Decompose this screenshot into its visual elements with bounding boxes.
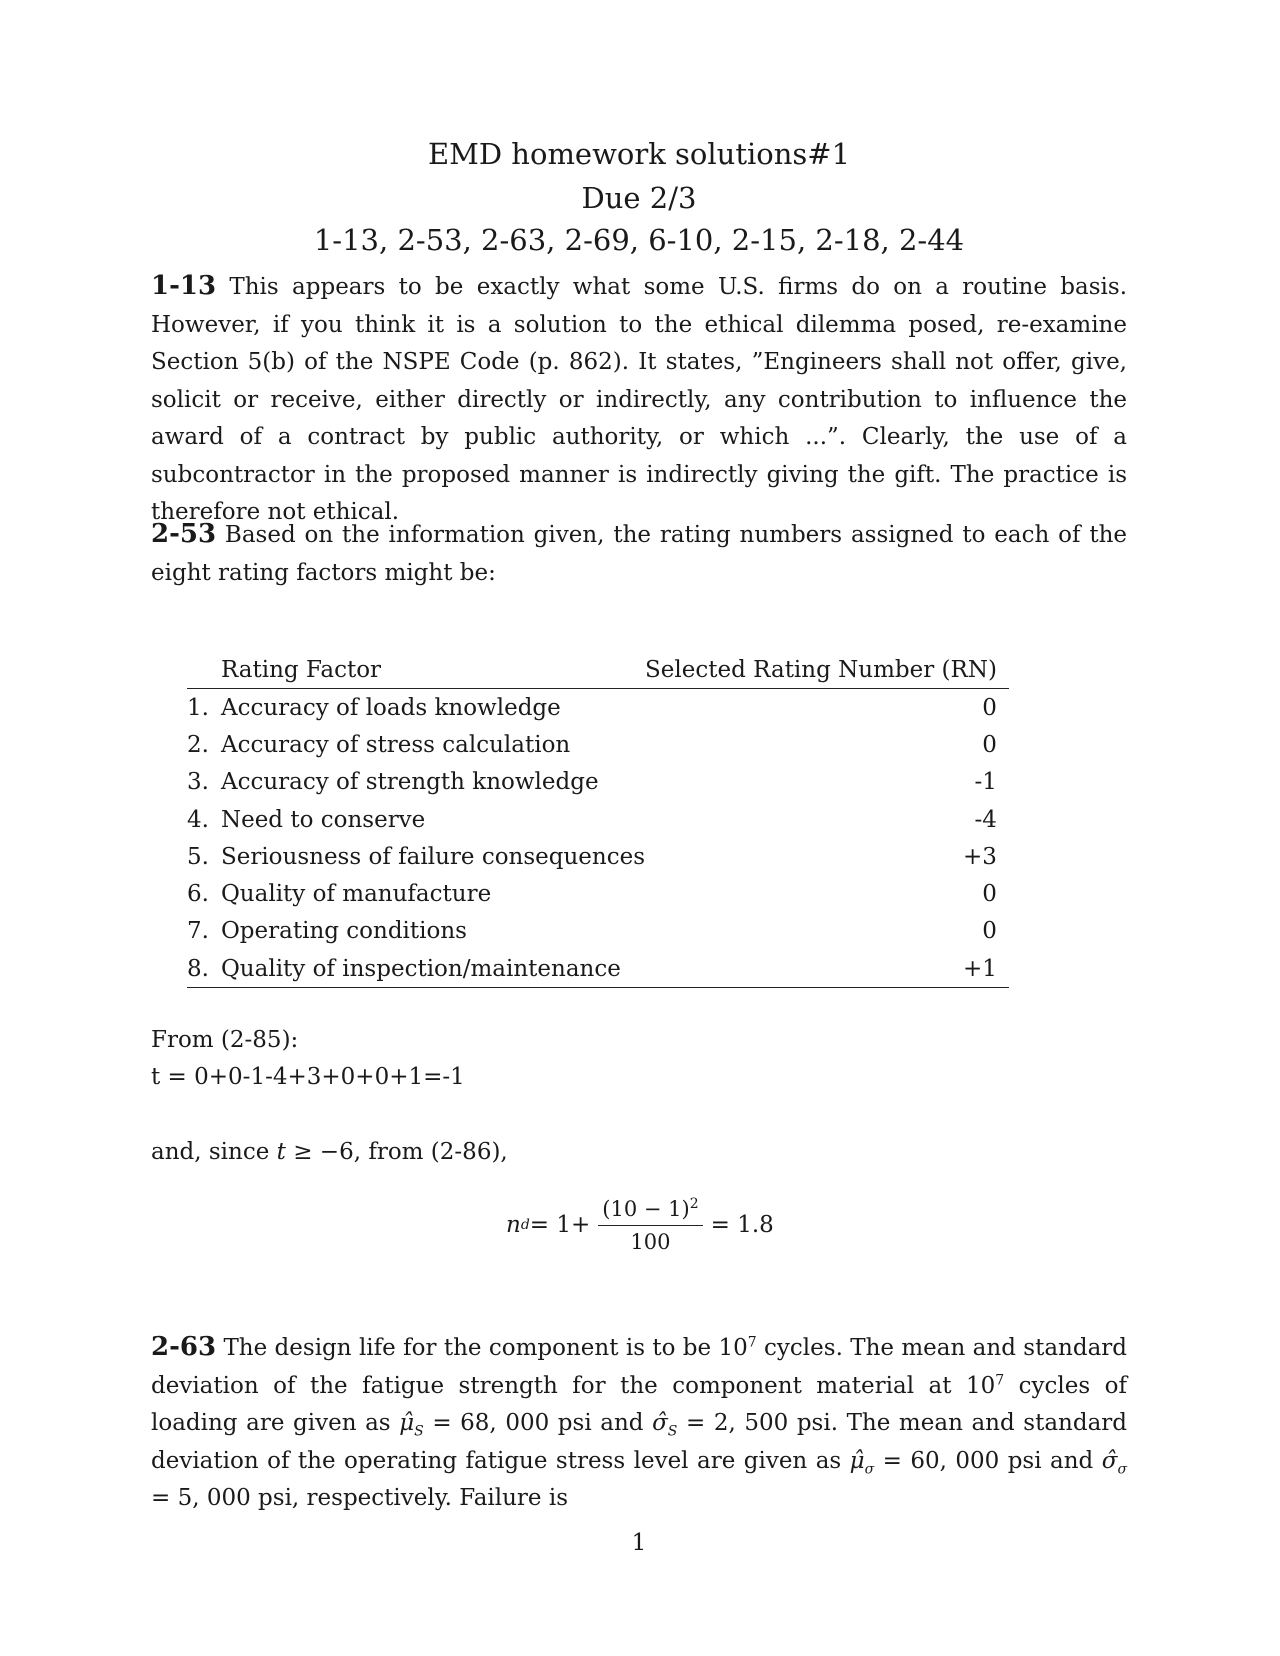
table-row <box>187 875 1009 912</box>
row-number: 6. <box>187 881 209 908</box>
row-number: 4. <box>187 806 209 833</box>
row-factor: Quality of inspection/maintenance <box>221 950 645 988</box>
row-number: 7. <box>187 918 209 945</box>
table-row <box>187 838 1009 875</box>
problem-text-2: cycles. The mean and standard deviation of the fatigue strength for the component material at 10 <box>151 1335 1128 1399</box>
problem-label: 2-63 <box>151 1332 217 1362</box>
table-row <box>187 801 1009 838</box>
sigma-sigma-subscript: σ <box>1117 1461 1127 1478</box>
table-row <box>187 764 1009 801</box>
due-date: Due 2/3 <box>581 181 697 215</box>
row-rn: -4 <box>974 806 997 833</box>
problem-text: This appears to be exactly what some U.S. firms do on a routine basis. However, if you think it is a solution to the ethical dilemma posed, re-examine Section 5(b) of the NSPE Code (p. 862). It states, ”Engineers shall not offer, give, solicit or receive, either directly or indirectly, any contribution to influence the award of a contract by public authority, or which ...”. Clearly, the use of a subcontractor in the proposed manner is indirectly giving the gift. The practice is therefore not ethical. <box>151 274 1128 525</box>
sigma-s-subscript: S <box>667 1423 678 1440</box>
mu-s-symbol: μ̂ <box>399 1410 415 1436</box>
header-selected-rn: Selected Rating Number (RN) <box>645 652 1009 689</box>
rating-factor-table <box>187 652 1009 988</box>
row-factor: Quality of manufacture <box>220 881 492 908</box>
table-row <box>187 913 1009 950</box>
row-factor: Accuracy of loads knowledge <box>220 694 561 721</box>
problem-text-1: The design life for the component is to be 10 <box>223 1335 748 1361</box>
t-sum-line: t = 0+0-1-4+3+0+0+1=-1 <box>151 1064 465 1090</box>
row-number: 5. <box>187 843 209 870</box>
numerator-exponent: 2 <box>689 1195 699 1212</box>
mu-sigma-symbol: μ̂ <box>849 1447 865 1474</box>
sigma-sigma-symbol: σ̂ <box>1101 1447 1118 1474</box>
problem-text-6: = 60, 000 psi and <box>874 1447 1102 1474</box>
row-factor: Operating conditions <box>220 918 467 945</box>
problem-text-5: = 2, 500 psi. The mean and standard deviation of the operating fatigue stress level are given as <box>151 1410 1128 1474</box>
problem-label: 2-53 <box>151 519 217 549</box>
exponent-1: 7 <box>747 1334 757 1351</box>
formula-numerator <box>598 1195 702 1226</box>
row-factor: Accuracy of stress calculation <box>220 731 571 758</box>
design-factor-formula: n d = 1+ $\frac{(10 - 1)^2}{100}$ = 1.8 <box>506 1195 774 1254</box>
problem-1-13 <box>151 268 1127 532</box>
table-header-row <box>187 652 1009 689</box>
problem-text-4: = 68, 000 psi and <box>423 1410 653 1436</box>
numerator-text: (10 − 1) <box>602 1196 690 1221</box>
problem-2-63 <box>151 1329 1127 1518</box>
problem-text-3: cycles of loading are given as <box>151 1372 1128 1436</box>
formula-lhs-var: n <box>506 1212 521 1238</box>
row-number: 8. <box>187 950 221 988</box>
page-number: 1 <box>631 1530 647 1556</box>
document-title: EMD homework solutions#1 <box>427 137 851 171</box>
problem-2-53-intro <box>151 516 1127 592</box>
row-number: 2. <box>187 731 209 758</box>
since-prefix: and, since <box>151 1139 277 1165</box>
row-factor: Accuracy of strength knowledge <box>220 769 599 796</box>
problem-list: 1-13, 2-53, 2-63, 2-69, 6-10, 2-15, 2-18, 2-44 <box>313 223 965 257</box>
row-rn: +1 <box>645 950 1009 988</box>
from-equation-line: From (2-85): <box>151 1027 299 1053</box>
row-rn: 0 <box>982 918 997 945</box>
row-rn: +3 <box>963 843 997 870</box>
title-block <box>151 132 1127 260</box>
row-number: 1. <box>187 694 209 721</box>
table-row <box>187 950 1009 988</box>
since-variable: t <box>276 1139 286 1165</box>
row-number: 3. <box>187 769 209 796</box>
mu-s-subscript: S <box>414 1423 424 1440</box>
problem-label: 1-13 <box>151 271 217 301</box>
row-rn: 0 <box>982 731 997 758</box>
header-rating-factor: Rating Factor <box>221 652 645 689</box>
formula-result: = 1.8 <box>710 1212 774 1238</box>
row-factor: Need to conserve <box>220 806 426 833</box>
formula-fraction <box>598 1195 702 1256</box>
formula-denominator: 100 <box>630 1229 671 1254</box>
row-rn: 0 <box>982 881 997 908</box>
since-condition-line <box>151 1134 508 1171</box>
since-relation: ≥ −6, from (2-86), <box>285 1139 508 1165</box>
table-row <box>187 689 1009 727</box>
row-rn: -1 <box>974 769 997 796</box>
exponent-2: 7 <box>995 1371 1005 1388</box>
sigma-s-symbol: σ̂ <box>652 1410 668 1436</box>
table-row <box>187 726 1009 763</box>
row-rn: 0 <box>982 694 997 721</box>
problem-text: Based on the information given, the rating numbers assigned to each of the eight rating factors might be: <box>151 522 1127 586</box>
row-factor: Seriousness of failure consequences <box>220 843 646 870</box>
formula-eq-plus: = 1+ <box>529 1212 591 1238</box>
document-page <box>151 0 1127 1656</box>
mu-sigma-subscript: σ <box>864 1461 875 1478</box>
header-num <box>187 652 221 689</box>
problem-text-7: = 5, 000 psi, respectively. Failure is <box>151 1485 569 1511</box>
